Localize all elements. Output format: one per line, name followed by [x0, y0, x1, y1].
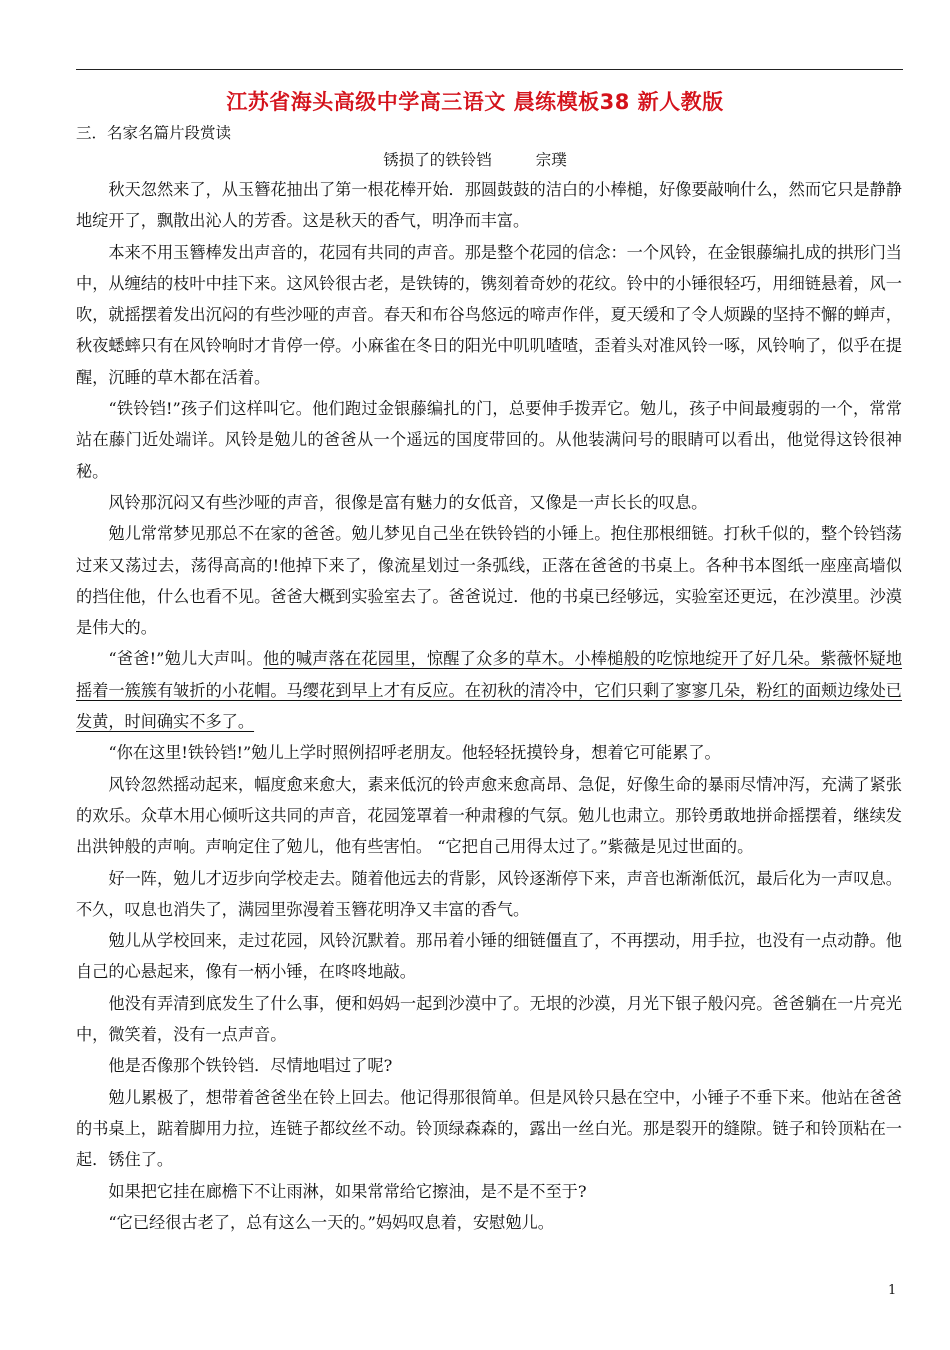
article-heading [0, 148, 950, 170]
page-number: 1 [888, 1283, 897, 1298]
article-title: 锈损了的铁铃铛 [383, 151, 492, 169]
underlined-passage: 他的喊声落在花园里，惊醒了众多的草木。小棒槌般的吃惊地绽开了好几朵。紫薇怀疑地摇着一簇簇有皱折的小花帽。马缨花到早上才有反应。在初秋的清冷中，它们只剩了寥寥几朵，粉红的面颊边缘处已发黄，时间确实不多了。 [76, 649, 903, 732]
paragraph: 他是否像那个铁铃铛．尽情地唱过了呢? [108, 1056, 393, 1076]
paragraph: 风铃那沉闷又有些沙哑的声音，很像是富有魅力的女低音，又像是一声长长的叹息。 [108, 492, 708, 512]
paragraph: 秋天忽然来了，从玉簪花抽出了第一根花棒开始．那圆鼓鼓的洁白的小棒槌，好像要敲响什么，然而它只是静静地绽开了，飘散出沁人的芳香。这是秋天的香气，明净而丰富。 [76, 180, 902, 231]
paragraph: 风铃忽然摇动起来，幅度愈来愈大，素来低沉的铃声愈来愈高昂、急促，好像生命的暴雨尽情冲泻，充满了紧张的欢乐。众草木用心倾听这共同的声音，花园笼罩着一种肃穆的气氛。勉儿也肃立。那铃勇敢地拼命摇摆着，继续发出洪钟般的声响。声响定住了勉儿，他有些害怕。 “它把自己用得太过了。”紫薇是见过世面的。 [76, 774, 902, 857]
paragraph-underlined [76, 643, 902, 737]
paragraph: 本来不用玉簪棒发出声音的，花园有共同的声音。那是整个花园的信念：一个风铃，在金银藤编扎成的拱形门当中，从缠结的枝叶中挂下来。这风铃很古老，是铁铸的，镌刻着奇妙的花纹。铃中的小锤很轻巧，用细链悬着，风一吹，就摇摆着发出沉闷的有些沙哑的声音。春天和布谷鸟悠远的啼声作伴，夏天缓和了令人烦躁的坚持不懈的蝉声，秋夜蟋蟀只有在风铃响时才肯停一停。小麻雀在冬日的阳光中叽叽喳喳，歪着头对准风铃一啄，风铃响了，似乎在提醒，沉睡的草木都在活着。 [76, 242, 902, 387]
paragraph: 勉儿累极了，想带着爸爸坐在铃上回去。他记得那很简单。但是风铃只悬在空中，小锤子不垂下来。他站在爸爸的书桌上，踮着脚用力拉，连链子都纹丝不动。铃顶绿森森的，露出一丝白光。那是裂开的缝隙。链子和铃顶粘在一起．锈住了。 [76, 1087, 902, 1170]
paragraph: 他没有弄清到底发生了什么事，便和妈妈一起到沙漠中了。无垠的沙漠，月光下银子般闪亮。爸爸躺在一片亮光中，微笑着，没有一点声音。 [76, 993, 902, 1045]
header-rule [76, 69, 903, 70]
paragraph-lead: “爸爸!”勉儿大声叫。 [108, 649, 263, 669]
paragraph: 如果把它挂在廊檐下不让雨淋，如果常常给它擦油，是不是不至于? [108, 1181, 587, 1201]
paragraph: 好一阵，勉儿才迈步向学校走去。随着他远去的背影，风铃逐渐停下来，声音也渐渐低沉，最后化为一声叹息。不久，叹息也消失了，满园里弥漫着玉簪花明净又丰富的香气。 [76, 868, 902, 919]
page-title: 江苏省海头高级中学高三语文 晨练模板38 新人教版 [226, 90, 724, 114]
paragraph: “它已经很古老了，总有这么一天的。”妈妈叹息着，安慰勉儿。 [108, 1212, 554, 1232]
paragraph: 勉儿常常梦见那总不在家的爸爸。勉儿梦见自己坐在铁铃铛的小锤上。抱住那根细链。打秋千似的，整个铃铛荡过来又荡过去，荡得高高的!他掉下来了，像流星划过一条弧线，正落在爸爸的书桌上。各种书本图纸一座座高墙似的挡住他，什么也看不见。爸爸大概到实验室去了。爸爸说过．他的书桌已经够远，实验室还更远，在沙漠里。沙漠是伟大的。 [76, 524, 902, 638]
section-label: 三．名家名篇片段赏读 [76, 124, 232, 142]
paragraph: “你在这里!铁铃铛!”勉儿上学时照例招呼老朋友。他轻轻抚摸铃身，想着它可能累了。 [108, 743, 721, 763]
paragraph: “铁铃铛!”孩子们这样叫它。他们跑过金银藤编扎的门，总要伸手拨弄它。勉儿，孩子中间最瘦弱的一个，常常站在藤门近处端详。风铃是勉儿的爸爸从一个遥远的国度带回的。从他装满问号的眼睛可以看出，他觉得这铃很神秘。 [76, 399, 902, 481]
article-author: 宗璞 [535, 151, 567, 169]
article-body [76, 174, 902, 1238]
paragraph: 勉儿从学校回来，走过花园，风铃沉默着。那吊着小锤的细链僵直了，不再摆动，用手拉，也没有一点动静。他自己的心悬起来，像有一柄小锤，在咚咚地敲。 [76, 931, 902, 982]
